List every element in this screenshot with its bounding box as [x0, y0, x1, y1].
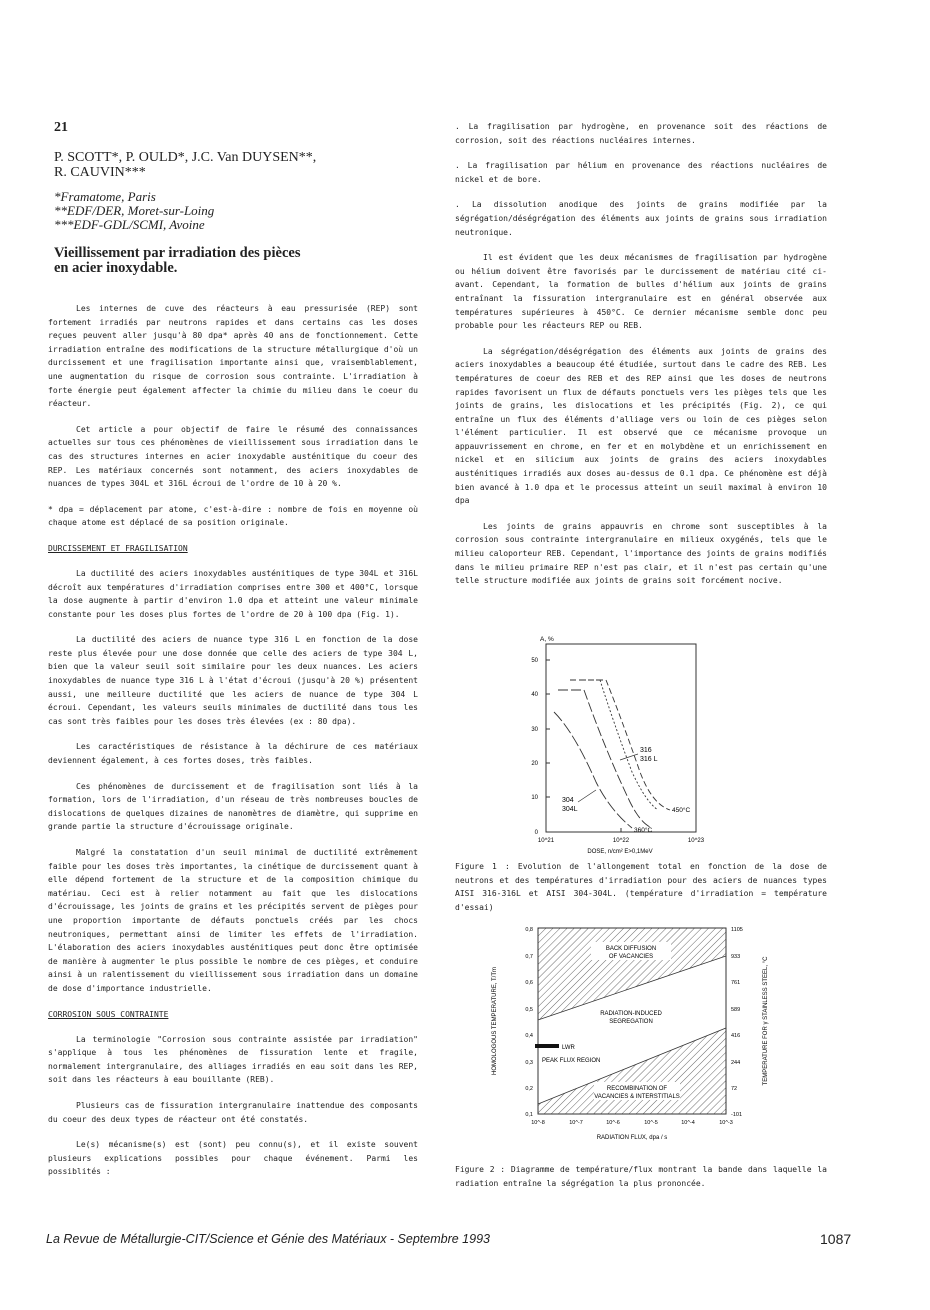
fig2-y-right-tick: 244: [731, 1060, 741, 1066]
author-list: [54, 150, 418, 180]
fig1-label-304L: 304L: [562, 806, 578, 813]
right-paragraph-5: La ségrégation/déségrégation des éléments aux joints de grains des aciers inoxydables a beaucoup été étudiée, surtout dans le cadre des REB. Les températures de coeur des REB et des REP ainsi que les doses de neutrons rapides favorisent un flux de défauts ponctuels vers les pièges tels que les joints de grains, les dislocations et les précipités (Fig. 2), ce qui entraîne un flux des éléments d'alliage vers ou loin de ces pièges selon l'élément particulier. Il est observé que ce mécanisme provoque un appauvrissement en chrome, en fer et en molybdène et un enrichissement en nickel et en silicium aux joints de grains des aciers inoxydables austénitiques irradiés aux doses au-dessus de 0.1 dpa. Ce phénomène est déjà bien avancé à 1.0 dpa et le processus atteint un seuil maximal à environ 10 dpa: [455, 346, 827, 506]
fig1-y-tick: 20: [531, 761, 538, 767]
mechanism-helium: . La fragilisation par hélium en provenance des réactions nucléaires de nickel et de bore.: [455, 161, 827, 184]
footnote-dpa: * dpa = déplacement par atome, c'est-à-dire : nombre de fois en moyenne où chaque atome est déplacé de sa position originale.: [48, 504, 418, 528]
fig1-y-tick: 50: [531, 658, 538, 664]
fig2-label-segregation-2: SEGREGATION: [609, 1019, 653, 1025]
fig1-x-axis-label: DOSE, n/cm² E>0,1MeV: [587, 849, 653, 855]
fig2-y-left-tick: 0,4: [525, 1033, 533, 1039]
title-line-2: en acier inoxydable.: [54, 260, 178, 276]
figure-1-caption: Figure 1 : Evolution de l'allongement total en fonction de la dose de neutrons et des températures d'irradiation pour des aciers de nuances types AISI 316-316L et AISI 304-304L. (température d'irradiation = température d'essai): [455, 862, 827, 912]
fig2-y-left-tick: 0,3: [525, 1060, 533, 1066]
section1-paragraph-4: Ces phénomènes de durcissement et de fragilisation sont liés à la formation, lors de l'irradiation, d'un réseau de très nombreuses boucles de dislocations de quelques dizaines de nanomètres de diamètre, qui supprime en grande partie la structure d'écrouissage originale.: [48, 781, 418, 832]
fig2-x-tick: 10^-4: [681, 1120, 695, 1126]
mechanism-hydrogen: . La fragilisation par hydrogène, en provenance soit des réactions de corrosion, soit des réactions nucléaires internes.: [455, 122, 827, 145]
fig2-y-left-tick: 0,7: [525, 954, 533, 960]
section1-paragraph-2: La ductilité des aciers de nuance type 316 L en fonction de la dose reste plus élevée pour une dose donnée que celle des aciers de type 304 L, bien que la valeur seuil soit similaire pour les deux nuances. Les aciers inoxydables de nuance type 316 L à l'état d'écroui (jusqu'à 20 %) présentent aussi, une meilleure ductilité que les aciers de nuance de type 304 L écroui. Cependant, les valeurs seuils minimales de ductilité dans tous les cas sont très faibles pour les doses très élevées (ex : 80 dpa).: [48, 635, 418, 726]
fig2-x-tick: 10^-7: [569, 1120, 583, 1126]
fig1-label-304: 304: [562, 797, 574, 804]
section-heading-durcissement: DURCISSEMENT ET FRAGILISATION: [48, 543, 188, 553]
section2-paragraph-3: Le(s) mécanisme(s) est (sont) peu connu(s), et il existe souvent plusieurs explications possibles pour chaque événement. Parmi les possiblités :: [48, 1140, 418, 1177]
fig2-label-segregation-1: RADIATION-INDUCED: [600, 1011, 662, 1017]
affiliation-2: **EDF/DER, Moret-sur-Loing: [54, 203, 215, 218]
figure-1-caption-block: [455, 860, 827, 914]
left-column: [48, 120, 418, 1191]
fig2-x-tick: 10^-6: [606, 1120, 620, 1126]
fig1-x-tick: 10^23: [687, 838, 705, 844]
fig2-x-ticks: [531, 1120, 733, 1126]
fig2-x-tick: 10^-3: [719, 1120, 733, 1126]
affiliation-1: *Framatome, Paris: [54, 189, 156, 204]
fig2-label-back-diffusion-2: OF VACANCIES: [608, 954, 654, 960]
fig2-y-right-tick: -101: [731, 1112, 743, 1118]
fig1-y-tick: 0: [534, 830, 538, 836]
fig2-label-lwr: LWR: [562, 1045, 575, 1051]
figure-1-graph: [510, 632, 710, 857]
fig2-x-tick: 10^-5: [644, 1120, 658, 1126]
affiliations: [54, 190, 418, 232]
fig2-x-tick: 10^-8: [531, 1120, 545, 1126]
fig2-y-right-tick: 72: [731, 1086, 738, 1092]
fig1-label-360C: 360°C: [634, 827, 653, 834]
right-column: [455, 120, 827, 600]
fig1-label-316L: 316 L: [640, 756, 658, 763]
fig2-label-peak-flux: PEAK FLUX REGION: [542, 1058, 601, 1064]
fig2-y-left-ticks: [525, 927, 533, 1118]
fig2-y-right-tick: 589: [731, 1007, 741, 1013]
fig2-y-left-tick: 0,8: [525, 927, 533, 933]
fig2-y-left-label: HOMOLOGOUS TEMPERATURE, T/Tm: [492, 966, 498, 1076]
right-paragraph-4: Il est évident que les deux mécanismes de fragilisation par hydrogène ou hélium doivent être favorisés par le durcissement de matériau cité ci-avant. Cependant, la formation de bulles d'hélium aux joints de grains entraînant la fissuration intergranulaire est en général observée aux températures supérieures à 450°C. Ce dernier mécanisme semble donc peu probable pour les réacteurs REP ou REB.: [455, 253, 827, 331]
title-line-1: Vieillissement par irradiation des pièces: [54, 245, 301, 261]
figure-2-caption: Figure 2 : Diagramme de température/flux montrant la bande dans laquelle la radiation entraîne la ségrégation la plus prononcée.: [455, 1165, 827, 1188]
mechanism-dissolution: . La dissolution anodique des joints de grains modifiée par la ségrégation/déségrégation des éléments aux joints de grains sous irradiation neutronique.: [455, 200, 827, 237]
fig1-label-316: 316: [640, 747, 652, 754]
fig1-x-ticks: [538, 828, 705, 844]
fig1-x-tick: 10^21: [537, 838, 555, 844]
fig2-lwr-bar: [535, 1044, 559, 1048]
section2-paragraph-2: Plusieurs cas de fissuration intergranulaire inattendue des composants du coeur des deux types de réacteur ont été constatés.: [48, 1100, 418, 1124]
fig2-y-left-tick: 0,6: [525, 980, 533, 986]
authors-line-1: P. SCOTT*, P. OULD*, J.C. Van DUYSEN**,: [54, 150, 317, 165]
authors-line-2: R. CAUVIN***: [54, 165, 146, 180]
fig2-x-axis-label: RADIATION FLUX, dpa / s: [596, 1135, 668, 1141]
fig2-y-left-tick: 0,1: [525, 1112, 533, 1118]
intro-paragraph-2: Cet article a pour objectif de faire le résumé des connaissances actuelles sur tous ces phénomènes de vieillissement sous irradiation dans le cas des structures internes en acier inoxydable austénitique du coeur des REP. Les matériaux concernés sont notamment, des aciers inoxydables de nuances de types 304L et 316L écroui de l'ordre de 10 à 20 %.: [48, 424, 418, 489]
fig2-y-right-tick: 761: [731, 980, 741, 986]
fig2-y-right-tick: 1105: [731, 927, 743, 933]
fig2-y-right-label: TEMPERATURE FOR γ STAINLESS STEEL, °C: [763, 956, 769, 1086]
fig2-y-right-tick: 933: [731, 954, 741, 960]
right-paragraph-6: Les joints de grains appauvris en chrome sont susceptibles à la corrosion sous contrainte intergranulaire en milieux oxygénés, tels que le milieu caloporteur REB. Cependant, l'importance des joints de grains modifiés dans le milieu primaire REP n'est pas clair, et il n'est pas certain qu'une telle structure modifiée aux joints de grains soit forcément nocive.: [455, 521, 827, 586]
section1-paragraph-5: Malgré la constatation d'un seuil minimal de ductilité extrêmement faible pour les doses très importantes, la cinétique de durcissement quant à elle dépend fortement de la structure et de la composition chimique du matériau. Ceci est à relier notamment au fait que les dislocations d'écrouissage, les joints de grains et les précipités servent de pièges pour une proportion importante de défauts ponctuels créés par les chocs neutroniques, permettant ainsi de limiter les effets de l'irradiation. L'élaboration des aciers inoxydables austénitiques peut donc être optimisée de manière à augmenter le plus possible le nombre de ces pièges, et conduire ainsi à un ralentissement du vieillissement sous irradiation dans un domaine de dose d'importance industrielle.: [48, 848, 418, 993]
article-title: [54, 246, 418, 276]
fig1-x-tick: 10^22: [612, 838, 630, 844]
article-number: 21: [54, 120, 68, 135]
section1-paragraph-1: La ductilité des aciers inoxydables austénitiques de type 304L et 316L décroît aux températures d'irradiation comprises entre 300 et 400°C, lorsque la dose augmente à partir d'environ 1.0 dpa et atteint une valeur minimale constante pour les doses plus fortes de l'ordre de 20 à 100 dpa (Fig. 1).: [48, 568, 418, 619]
fig1-y-ticks: [531, 658, 550, 836]
fig1-y-tick: 10: [531, 795, 538, 801]
fig1-curve-316-450: [570, 680, 670, 810]
fig2-label-recombination-2: VACANCIES & INTERSTITIALS: [594, 1094, 680, 1100]
figure-2-caption-block: [455, 1163, 827, 1190]
fig2-label-recombination-1: RECOMBINATION OF: [606, 1086, 668, 1092]
section1-paragraph-3: Les caractéristiques de résistance à la déchirure de ces matériaux deviennent également, à ces fortes doses, très faibles.: [48, 742, 418, 766]
fig2-label-back-diffusion-1: BACK DIFFUSION: [605, 946, 657, 952]
section2-paragraph-1: La terminologie "Corrosion sous contrainte assistée par irradiation" s'applique à tous les phénomènes de fissuration lente et fragile, normalement intergranulaire, des alliages irradiés en eau soit dans les REP, soit dans les réacteurs à eau bouillante (REB).: [48, 1034, 418, 1085]
fig2-y-left-tick: 0,2: [525, 1086, 533, 1092]
fig2-y-left-tick: 0,5: [525, 1007, 533, 1013]
fig1-curve-316L: [580, 680, 658, 810]
footer-journal-name: La Revue de Métallurgie-CIT/Science et Génie des Matériaux - Septembre 1993: [46, 1232, 490, 1246]
fig1-y-axis-label: A, %: [540, 636, 554, 643]
intro-paragraph-1: Les internes de cuve des réacteurs à eau pressurisée (REP) sont fortement irradiés par neutrons rapides et dans certains cas les doses reçues peuvent aller jusqu'à 80 dpa* après 40 ans de fonctionnement. Cette irradiation entraîne des modifications de la structure métallurgique d'où un durcissement et une fragilisation importante ainsi que, vraisemblablement, une augmentation du risque de corrosion sous contrainte. L'irradiation à forte énergie peut également affecter la chimie du milieu dans le coeur du réacteur.: [48, 304, 418, 409]
fig1-y-tick: 40: [531, 692, 538, 698]
fig2-y-right-ticks: [731, 927, 743, 1118]
fig1-y-tick: 30: [531, 727, 538, 733]
affiliation-3: ***EDF-GDL/SCMI, Avoine: [54, 217, 205, 232]
page-number: 1087: [820, 1231, 852, 1247]
fig1-label-450C: 450°C: [672, 807, 691, 814]
section-heading-corrosion: CORROSION SOUS CONTRAINTE: [48, 1009, 169, 1019]
fig2-y-right-tick: 416: [731, 1033, 741, 1039]
figure-2-graph: [478, 918, 778, 1160]
